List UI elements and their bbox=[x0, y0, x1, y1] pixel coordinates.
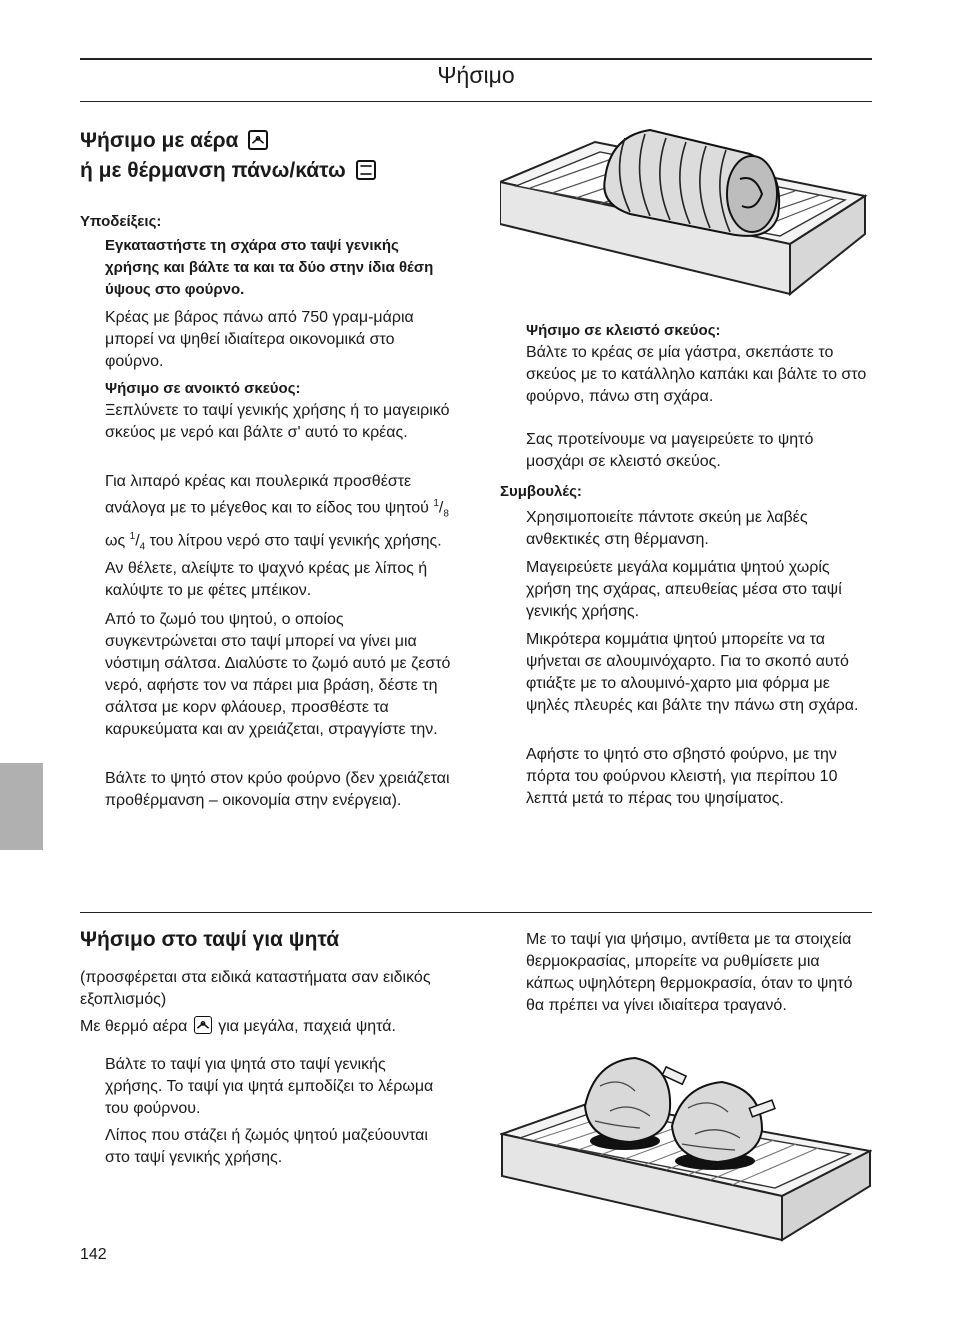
open-vessel-text: Ξεπλύνετε το ταψί γενικής χρήσης ή το μαγειρικό σκεύος με νερό και βάλτε σ' αυτό το κρέας. bbox=[105, 402, 450, 441]
section1-title-line2: ή με θέρμανση πάνω/κάτω bbox=[80, 159, 346, 182]
roasting-tray-illustration bbox=[500, 1046, 872, 1242]
section2-rule bbox=[80, 912, 872, 913]
paragraph-cold-oven: Βάλτε το ψητό στον κρύο φούρνο (δεν χρειάζεται προθέρμανση – οικονομία στην ενέργεια). bbox=[105, 770, 450, 809]
section2-drippings: Λίπος που στάζει ή ζωμός ψητού μαζεύουνται στο ταψί γενικής χρήσης. bbox=[105, 1127, 428, 1166]
roast-on-rack-illustration bbox=[500, 124, 870, 299]
fan-heat-icon-inline bbox=[194, 1016, 212, 1034]
section2-crispy: Με το ταψί για ψήσιμο, αντίθετα με τα στοιχεία θερμοκρασίας, μπορείτε να ρυθμίσετε μια κάπως υψηλότερη θερμοκρασία, όταν το ψητό θα πρέπει να γίνει ιδιαίτερα τραγανό. bbox=[526, 931, 853, 1014]
notes-label: Υποδείξεις: bbox=[80, 213, 162, 230]
tips-label: Συμβουλές: bbox=[500, 483, 582, 500]
section2-place-tray: Βάλτε το ταψί για ψητά στο ταψί γενικής χρήσης. Το ταψί για ψητά εμποδίζει το λέρωμα του φούρνου. bbox=[105, 1056, 434, 1117]
closed-vessel-text: Βάλτε το κρέας σε μία γάστρα, σκεπάστε το σκεύος με το κατάλληλο καπάκι και βάλτε το στο φούρνο, πάνω στη σχάρα. bbox=[526, 344, 867, 405]
tip-4: Αφήστε το ψητό στο σβηστό φούρνο, με την πόρτα του φούρνου κλειστή, για περίπου 10 λεπτά μετά το πέρας του ψησίματος. bbox=[526, 746, 838, 807]
tip-1: Χρησιμοποιείτε πάντοτε σκεύη με λαβές ανθεκτικές στη θέρμανση. bbox=[526, 509, 808, 548]
section1-title-line1: Ψήσιμο με αέρα bbox=[80, 129, 239, 152]
notes-bold-text: Εγκαταστήστε τη σχάρα στο ταψί γενικής χρήσης και βάλτε τα και τα δύο στην ίδια θέση ύψους στο φούρνο. bbox=[105, 237, 434, 298]
fan-heat-icon bbox=[248, 130, 268, 150]
section2-availability: (προσφέρεται στα ειδικά καταστήματα σαν ειδικός εξοπλισμός) bbox=[80, 969, 431, 1008]
tip-3: Μικρότερα κομμάτια ψητού μπορείτε να τα ψήνεται σε αλουμινόχαρτο. Για το σκοπό αυτό φτιάξτε με το αλουμινό-χαρτο μια φόρμα με ψηλές πλευρές και βάλτε την πάνω στη σχάρα. bbox=[526, 631, 859, 714]
chapter-side-tab bbox=[0, 763, 43, 850]
paragraph-fatty-meat: Για λιπαρό κρέας και πουλερικά προσθέστε ανάλογα με το μέγεθος και το είδος του ψητού $^1/_8$ ως $^1/_4$ του λίτρου νερό στο ταψί γενικής χρήσης. Αν θέλετε, αλείψτε το ψαχνό κρέας με λίπος ή καλύψτε το με φέτες μπέικον. bbox=[105, 473, 449, 600]
paragraph-weight: Κρέας με βάρος πάνω από 750 γραμ-μάρια μπορεί να ψηθεί ιδιαίτερα οικονομικά στο φούρνο. bbox=[105, 309, 414, 370]
page-number: 142 bbox=[80, 1246, 107, 1263]
closed-vessel-label: Ψήσιμο σε κλειστό σκεύος: bbox=[526, 322, 721, 339]
page-title: Ψήσιμο bbox=[437, 62, 515, 88]
tip-2: Μαγειρεύετε μεγάλα κομμάτια ψητού χωρίς χρήση της σχάρας, απευθείας μέσα στο ταψί γενικής χρήσης. bbox=[526, 559, 842, 620]
section2-fan-line: Με θερμό αέρα για μεγάλα, παχειά ψητά. bbox=[80, 1018, 396, 1035]
section2-title: Ψήσιμο στο ταψί για ψητά bbox=[80, 928, 340, 951]
header-rule-bottom bbox=[80, 101, 872, 102]
header-rule-top bbox=[80, 58, 872, 60]
top-bottom-heat-icon bbox=[356, 160, 376, 180]
section1-heading bbox=[80, 126, 480, 186]
section2-heading bbox=[80, 925, 339, 955]
paragraph-sauce: Από το ζωμό του ψητού, ο οποίος συγκεντρώνεται στο ταψί μπορεί να γίνει μια νόστιμη σάλτσα. Διαλύστε το ζωμό αυτό με ζεστό νερό, αφήστε τον να πάρει μια βράση, δέστε τη σάλτσα με κορν φλάουερ, προσθέστε τα καρυκεύματα και αν χρειάζεται, στραγγίστε την. bbox=[105, 611, 451, 738]
open-vessel-label: Ψήσιμο σε ανοικτό σκεύος: bbox=[105, 380, 301, 397]
closed-vessel-text2: Σας προτείνουμε να μαγειρεύετε το ψητό μοσχάρι σε κλειστό σκεύος. bbox=[526, 431, 814, 470]
